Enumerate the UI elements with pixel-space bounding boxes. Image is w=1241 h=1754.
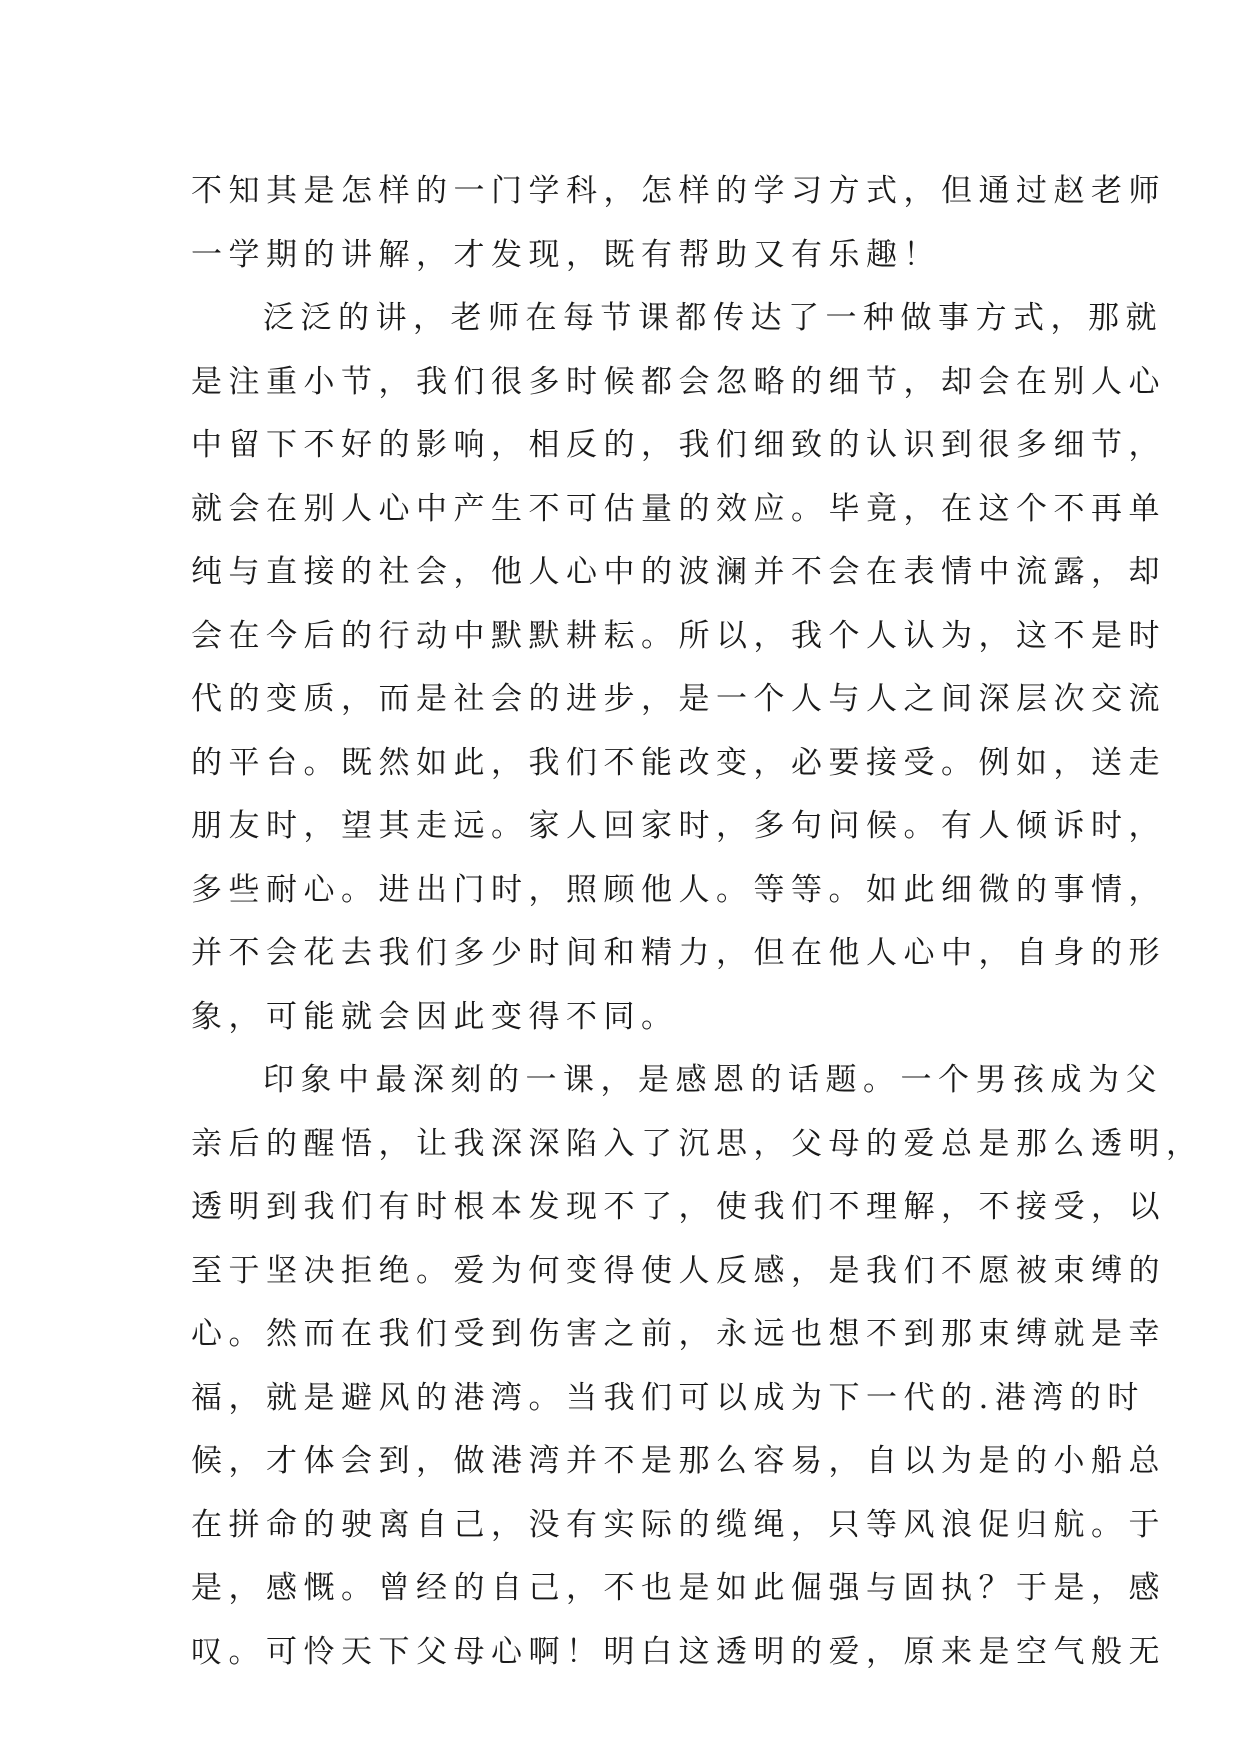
text-line: 叹。可怜天下父母心啊！明白这透明的爱，原来是空气般无 (191, 1633, 1166, 1670)
text-line: 心。然而在我们受到伤害之前，永远也想不到那束缚就是幸 (191, 1316, 1166, 1352)
text-line: 候，才体会到，做港湾并不是那么容易，自以为是的小船总 (191, 1443, 1166, 1479)
document-body (191, 160, 1204, 1684)
text-line: 亲后的醒悟，让我深深陷入了沉思，父母的爱总是那么透明， (191, 1125, 1204, 1162)
text-line: 一学期的讲解，才发现，既有帮助又有乐趣！ (191, 236, 941, 273)
text-line: 至于坚决拒绝。爱为何变得使人反感，是我们不愿被束缚的 (191, 1252, 1166, 1289)
text-line: 朋友时，望其走远。家人回家时，多句问候。有人倾诉时， (191, 808, 1166, 844)
text-line: 是注重小节，我们很多时候都会忽略的细节，却会在别人心 (191, 363, 1166, 400)
text-line: 就会在别人心中产生不可估量的效应。毕竟，在这个不再单 (191, 490, 1166, 527)
text-line: 会在今后的行动中默默耕耘。所以，我个人认为，这不是时 (191, 617, 1166, 654)
text-line: 在拼命的驶离自己，没有实际的缆绳，只等风浪促归航。于 (191, 1506, 1166, 1543)
text-line: 透明到我们有时根本发现不了，使我们不理解，不接受，以 (191, 1189, 1166, 1225)
text-line: 福，就是避风的港湾。当我们可以成为下一代的.港湾的时 (191, 1379, 1145, 1416)
text-line: 纯与直接的社会，他人心中的波澜并不会在表情中流露，却 (191, 554, 1166, 590)
text-line: 多些耐心。进出门时，照顾他人。等等。如此细微的事情， (191, 871, 1166, 908)
text-line: 代的变质，而是社会的进步，是一个人与人之间深层次交流 (191, 681, 1166, 717)
text-line: 不知其是怎样的一门学科，怎样的学习方式，但通过赵老师 (191, 173, 1166, 209)
paragraph-first-line: 泛泛的讲，老师在每节课都传达了一种做事方式，那就 (263, 300, 1163, 336)
text-line: 象，可能就会因此变得不同。 (191, 998, 679, 1035)
text-line: 是，感慨。曾经的自己，不也是如此倔强与固执？于是，感 (191, 1570, 1166, 1606)
text-line: 的平台。既然如此，我们不能改变，必要接受。例如，送走 (191, 744, 1166, 781)
text-line: 中留下不好的影响，相反的，我们细致的认识到很多细节， (191, 427, 1166, 463)
paragraph-first-line: 印象中最深刻的一课，是感恩的话题。一个男孩成为父 (263, 1062, 1163, 1098)
text-line: 并不会花去我们多少时间和精力，但在他人心中，自身的形 (191, 935, 1166, 971)
